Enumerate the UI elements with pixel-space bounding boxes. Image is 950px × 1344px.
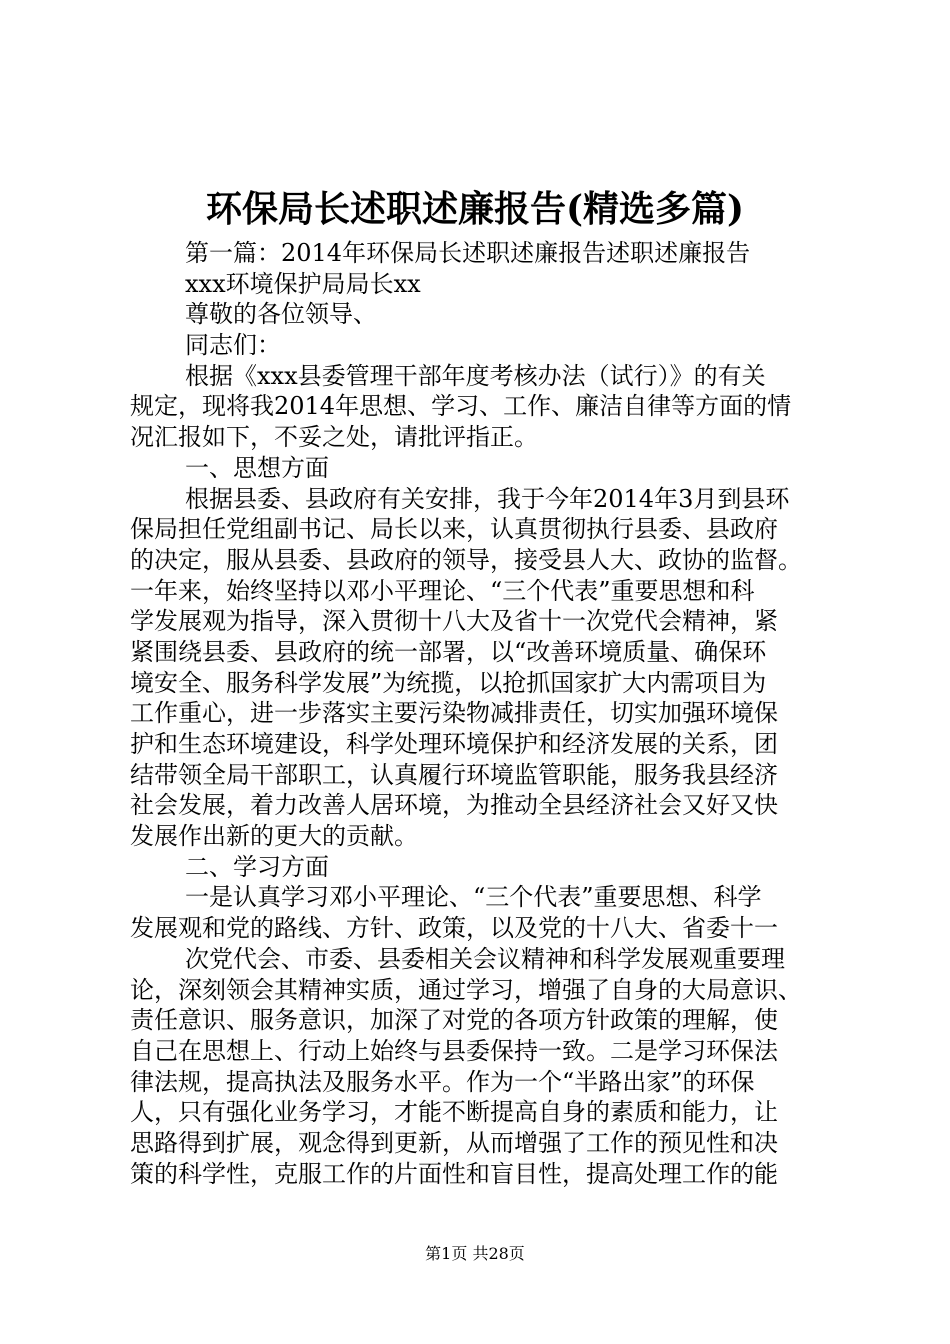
text-line: 学发展观为指导，深入贯彻十八大及省十一次党代会精神，紧 [130, 607, 778, 636]
page-footer [0, 1242, 950, 1266]
text-line: 一、思想方面 [185, 453, 329, 482]
text-line: 同志们： [185, 331, 281, 360]
text-line: 境安全、服务科学发展”为统揽，以抢抓国家扩大内需项目为 [130, 668, 767, 697]
text-line: 工作重心，进一步落实主要污染物减排责任，切实加强环境保 [130, 699, 778, 728]
text-line: 论，深刻领会其精神实质，通过学习，增强了自身的大局意识、 [130, 975, 802, 1004]
text-line: 的决定，服从县委、县政府的领导，接受县人大、政协的监督。 [130, 545, 802, 574]
text-line: 发展观和党的路线、方针、政策，以及党的十八大、省委十一 [130, 914, 778, 943]
text-line: 策的科学性，克服工作的片面性和盲目性，提高处理工作的能 [130, 1159, 778, 1188]
text-line: 次党代会、市委、县委相关会议精神和科学发展观重要理 [185, 944, 785, 973]
text-line: 况汇报如下，不妥之处，请批评指正。 [130, 423, 538, 452]
text-line: 第一篇：2014年环保局长述职述廉报告述职述廉报告 [185, 239, 751, 267]
text-line: 尊敬的各位领导、 [185, 300, 377, 329]
text-line: 根据《xxx县委管理干部年度考核办法（试行）》的有关 [185, 361, 766, 390]
text-line: 结带领全局干部职工，认真履行环境监管职能，服务我县经济 [130, 760, 778, 789]
text-line: 自己在思想上、行动上始终与县委保持一致。二是学习环保法 [130, 1036, 778, 1065]
text-line: 二、学习方面 [185, 852, 329, 881]
text-line: 一是认真学习邓小平理论、“三个代表”重要思想、科学 [185, 883, 762, 912]
text-line: 保局担任党组副书记、局长以来，认真贯彻执行县委、县政府 [130, 515, 778, 544]
document-title: 环保局长述职述廉报告(精选多篇) [205, 188, 745, 230]
document-body [130, 238, 830, 1189]
text-line: 律法规，提高执法及服务水平。作为一个“半路出家”的环保 [130, 1067, 755, 1096]
text-line: 一年来，始终坚持以邓小平理论、“三个代表”重要思想和科 [130, 576, 755, 605]
page-indicator: 第1页 共28页 [425, 1244, 525, 1263]
text-line: 发展作出新的更大的贡献。 [130, 822, 418, 851]
text-line: 根据县委、县政府有关安排，我于今年2014年3月到县环 [185, 484, 790, 513]
text-line: xxx环境保护局局长xx [185, 269, 421, 298]
text-line: 思路得到扩展，观念得到更新，从而增强了工作的预见性和决 [130, 1128, 778, 1157]
text-line: 社会发展，着力改善人居环境，为推动全县经济社会又好又快 [130, 791, 778, 820]
text-line: 规定，现将我2014年思想、学习、工作、廉洁自律等方面的情 [130, 392, 792, 421]
text-line: 责任意识、服务意识，加深了对党的各项方针政策的理解，使 [130, 1006, 778, 1035]
text-line: 紧围绕县委、县政府的统一部署，以“改善环境质量、确保环 [130, 637, 767, 666]
text-line: 护和生态环境建设，科学处理环境保护和经济发展的关系，团 [130, 730, 778, 758]
text-line: 人，只有强化业务学习，才能不断提高自身的素质和能力，让 [130, 1098, 778, 1127]
